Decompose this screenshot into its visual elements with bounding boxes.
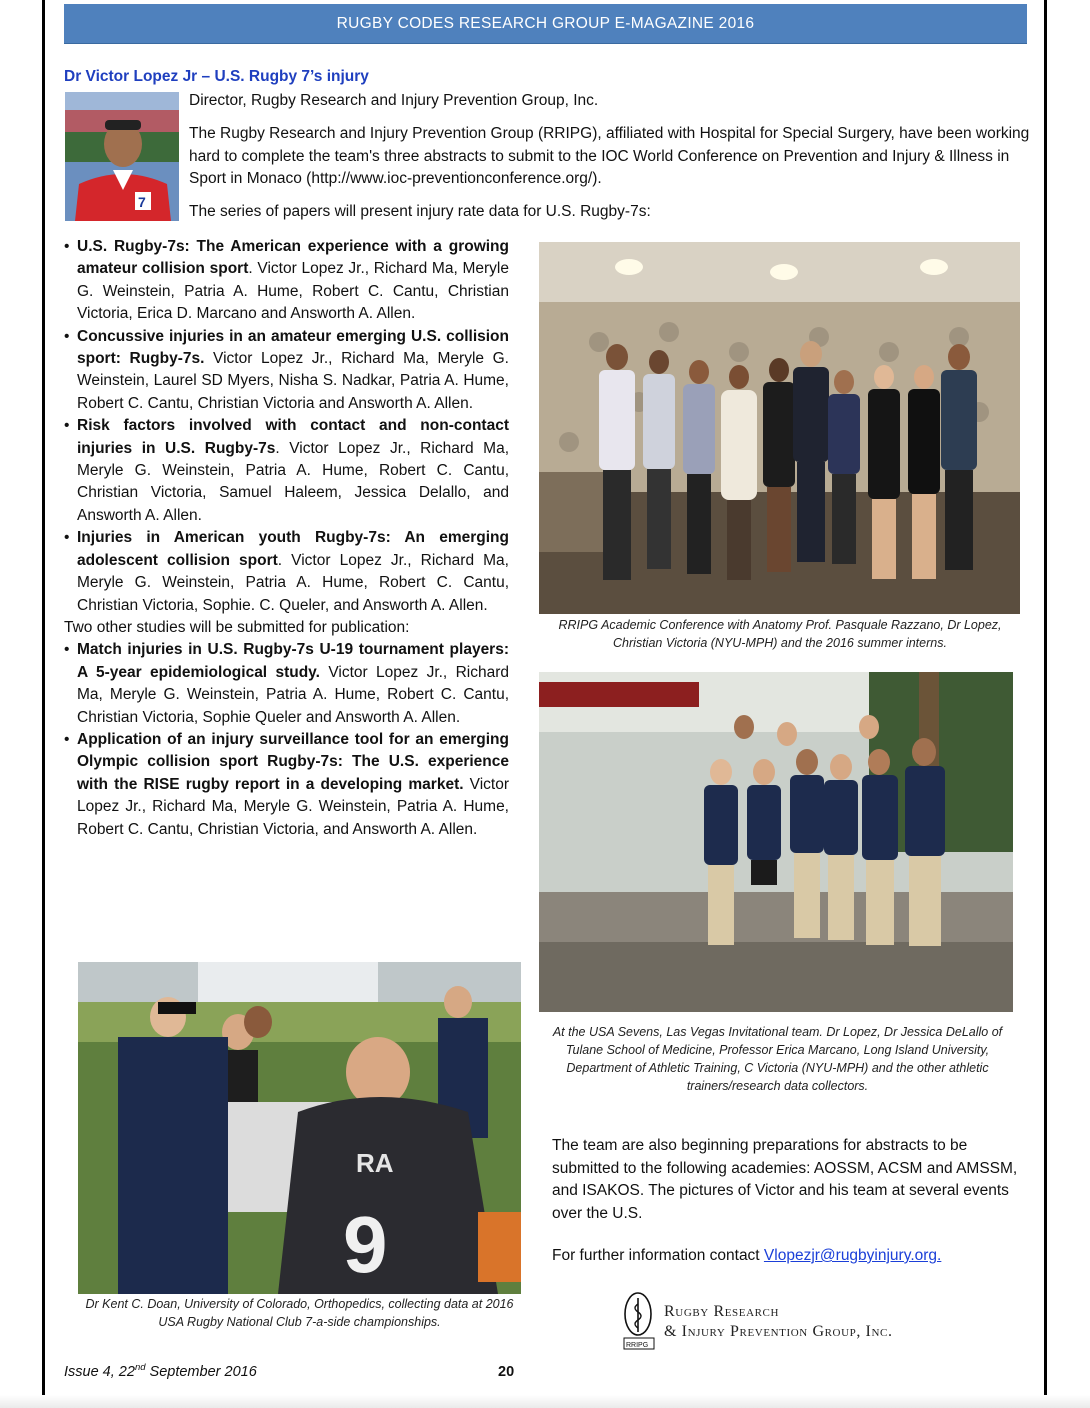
jersey-number: 9 <box>343 1200 388 1289</box>
other-studies-heading: Two other studies will be submitted for publication: <box>64 618 410 636</box>
conference-group-photo <box>539 242 1020 614</box>
page-number: 20 <box>498 1364 515 1380</box>
list-item: • U.S. Rugby-7s: The American experience with a growing amateur collision sport. Victor Lopez Jr., Richard Ma, Meryle G. Weinstein, Patria A. Hume, Robert C. Cantu, Christian Victoria, Erica D. Marcano and Answorth A. Allen. <box>64 236 509 326</box>
rripg-logo-text: Rugby Research & Injury Prevention Group, Inc. <box>664 1303 893 1340</box>
intro-paragraph: The Rugby Research and Injury Prevention Group (RRIPG), affiliated with Hospital for Special Surgery, have been working hard to complete the team's three abstracts to submit to the IOC World Conference on Prevention and Injury & Illness in Sport in Monaco (http://www.ioc-preventionconference.org/). <box>189 125 1030 187</box>
papers-lead: The series of papers will present injury rate data for U.S. Rugby-7s: <box>189 203 651 220</box>
portrait-photo <box>65 92 179 221</box>
magazine-title: RUGBY CODES RESEARCH GROUP E-MAGAZINE 2016 <box>336 14 755 32</box>
article-title: Dr Victor Lopez Jr – U.S. Rugby 7’s injury <box>64 68 369 85</box>
rripg-logo <box>622 1290 952 1356</box>
list-item: • Risk factors involved with contact and non-contact injuries in U.S. Rugby-7s. Victor Lopez Jr., Richard Ma, Meryle G. Weinstein, Patria A. Hume, Robert C. Cantu, Christian Victoria, Samuel Haleem, Jessica Delallo, and Answorth A. Allen. <box>64 415 509 527</box>
page-border-left <box>42 0 45 1408</box>
list-item: • Match injuries in U.S. Rugby-7s U-19 tournament players: A 5-year epidemiological study. Victor Lopez Jr., Richard Ma, Meryle G. Weinstein, Patria A. Hume, Robert C. Cantu, Christian Victoria, Sophie Queler and Answorth A. Allen. <box>64 639 509 729</box>
page-bottom-shadow <box>0 1395 1090 1408</box>
conference-photo-caption: RRIPG Academic Conference with Anatomy Prof. Pasquale Razzano, Dr Lopez, Christian Victoria (NYU-MPH) and the 2016 summer interns. <box>558 618 1002 650</box>
papers-list <box>64 236 509 841</box>
list-item: • Injuries in American youth Rugby-7s: An emerging adolescent collision sport. Victor Lopez Jr., Richard Ma, Meryle G. Weinstein, Patria A. Hume, Robert C. Cantu, Christian Victoria, Sophie. C. Queler, and Answorth A. Allen. <box>64 527 509 617</box>
list-item: • Application of an injury surveillance tool for an emerging Olympic collision sport Rugby-7s: The U.S. experience with the RISE rugby report in a developing market. Victor Lopez Jr., Richard Ma, Meryle G. Weinstein, Patria A. Hume, Robert C. Cantu, Christian Victoria, and Answorth A. Allen. <box>64 729 509 841</box>
contact-line: For further information contact Vlopezjr@rugbyinjury.org. <box>552 1247 942 1264</box>
page-border-right <box>1044 0 1047 1408</box>
author-role: Director, Rugby Research and Injury Prevention Group, Inc. <box>189 92 599 109</box>
list-item: • Concussive injuries in an amateur emerging U.S. collision sport: Rugby-7s. Victor Lopez Jr., Richard Ma, Meryle G. Weinstein, Laurel SD Myers, Nisha S. Nadkar, Patria A. Hume, Robert C. Cantu, Christian Victoria and Answorth A. Allen. <box>64 326 509 416</box>
svg-text:7: 7 <box>138 194 146 210</box>
closing-paragraph: The team are also beginning preparations for abstracts to be submitted to the following academies: AOSSM, ACSM and AMSSM, and ISAKOS. The pictures of Victor and his team at several events over the U.S. <box>552 1137 1018 1222</box>
team-photo-caption: At the USA Sevens, Las Vegas Invitational team. Dr Lopez, Dr Jessica DeLallo of Tulane School of Medicine, Professor Erica Marcano, Long Island University, Department of Athletic Training, C Victoria (NYU-MPH) and the other athletic trainers/research data collectors. <box>552 1025 1003 1093</box>
svg-text:RRIPG: RRIPG <box>626 1342 649 1349</box>
magazine-header <box>64 4 1027 44</box>
field-data-collection-photo <box>78 962 521 1294</box>
rripg-emblem-icon <box>622 1290 656 1352</box>
jersey-badge: RA <box>356 1148 394 1178</box>
contact-email-link[interactable]: Vlopezjr@rugbyinjury.org. <box>763 1247 942 1264</box>
team-photo <box>539 672 1013 1012</box>
field-photo-caption: Dr Kent C. Doan, University of Colorado, Orthopedics, collecting data at 2016 USA Rugby National Club 7-a-side championships. <box>85 1297 514 1329</box>
issue-info: Issue 4, 22nd September 2016 <box>64 1362 257 1380</box>
